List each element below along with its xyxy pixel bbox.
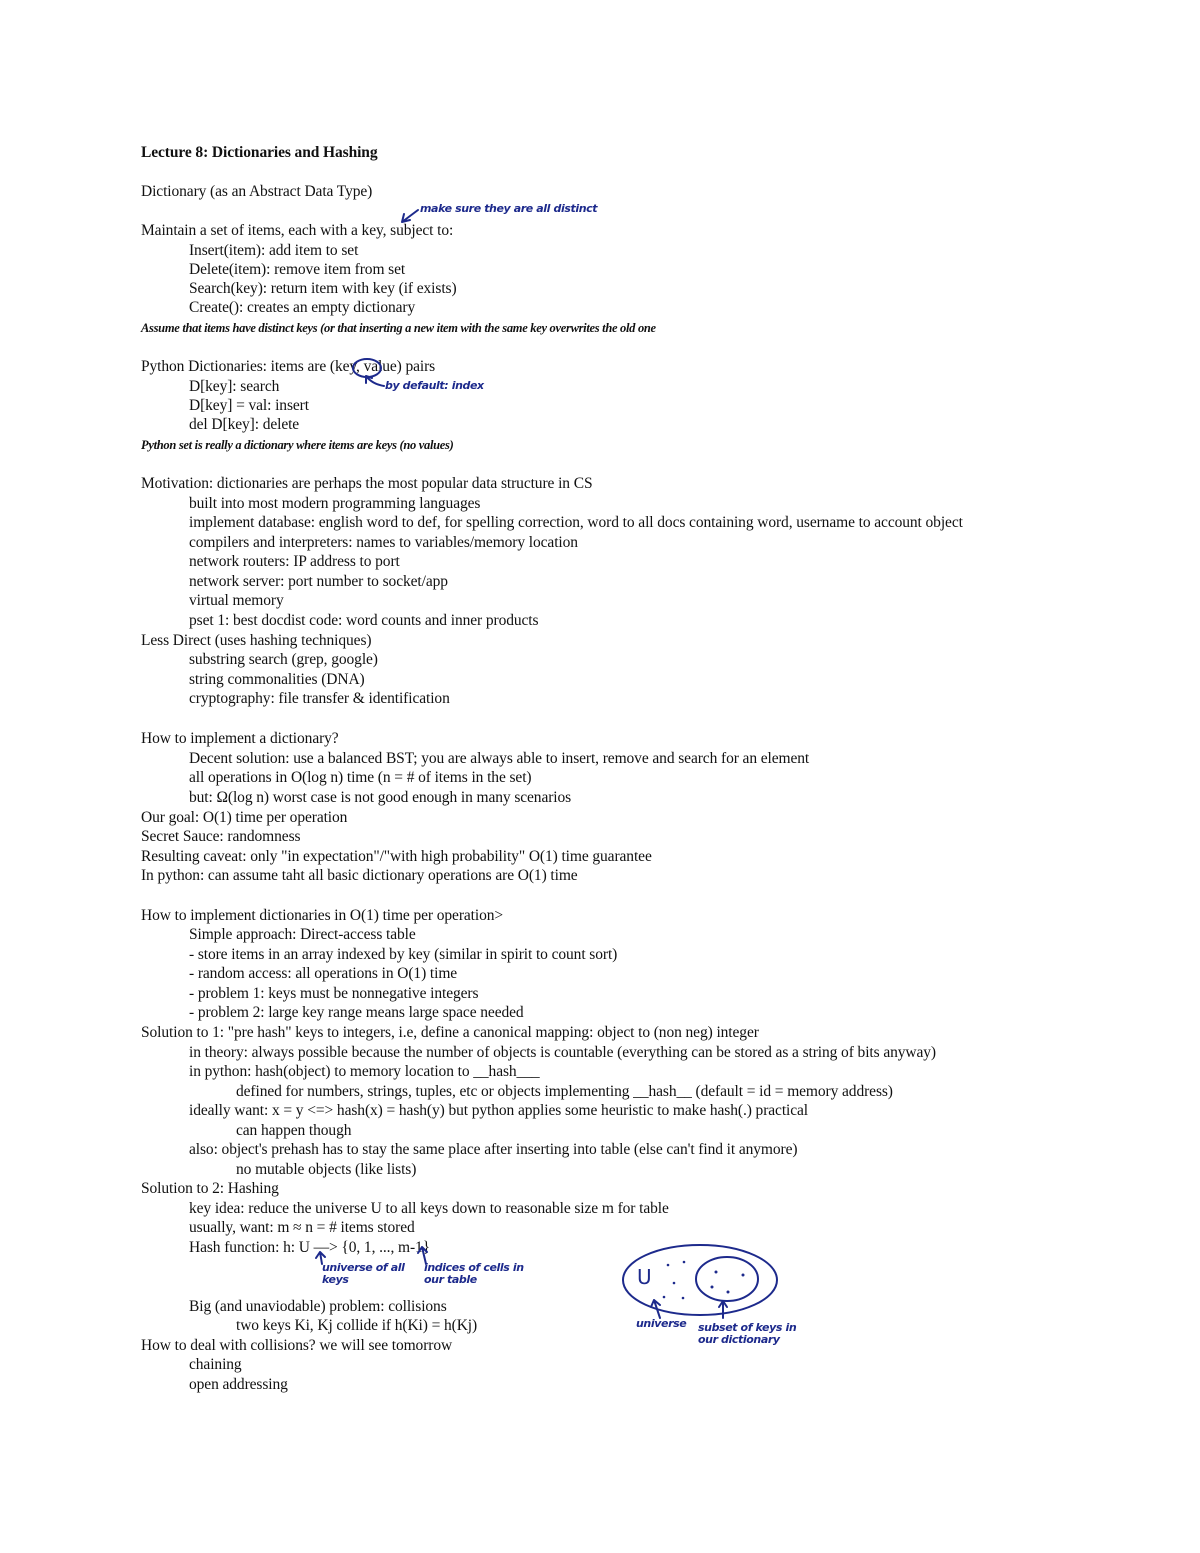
line-cryptography: cryptography: file transfer & identification (189, 690, 450, 707)
line-delete: Delete(item): remove item from set (189, 261, 406, 278)
dot (711, 1286, 714, 1289)
line-key-idea: key idea: reduce the universe U to all keys down to reasonable size m for table (189, 1200, 669, 1217)
line-solution-1: Solution to 1: "pre hash" keys to integers, i.e, define a canonical mapping: object to (non neg) integer (141, 1024, 759, 1041)
line-chaining: chaining (189, 1356, 242, 1373)
subset-ellipse (696, 1257, 758, 1301)
line-deal-collisions: How to deal with collisions? we will see tomorrow (141, 1337, 453, 1354)
line-compilers: compilers and interpreters: names to variables/memory location (189, 534, 578, 551)
dot (742, 1274, 745, 1277)
line-all-ops-log: all operations in O(log n) time (n = # of items in the set) (189, 769, 532, 786)
line-dictionary-adt: Dictionary (as an Abstract Data Type) (141, 183, 373, 200)
line-problem-1: - problem 1: keys must be nonnegative integers (189, 985, 479, 1002)
line-dkey-insert: D[key] = val: insert (189, 397, 309, 414)
line-big-problem: Big (and unaviodable) problem: collisions (189, 1298, 447, 1315)
line-built-into: built into most modern programming languages (189, 495, 481, 512)
line-open-addressing: open addressing (189, 1376, 288, 1393)
arrow-subset (719, 1301, 727, 1318)
line-python-set: Python set is really a dictionary where items are keys (no values) (141, 438, 454, 452)
line-virtual-memory: virtual memory (189, 592, 284, 609)
line-simple-approach: Simple approach: Direct-access table (189, 926, 416, 943)
handwritten-note-universe: universe of all keys (322, 1261, 405, 1286)
line-routers: network routers: IP address to port (189, 553, 400, 570)
line-decent-solution: Decent solution: use a balanced BST; you are always able to insert, remove and search for an element (189, 750, 810, 767)
dot (667, 1264, 670, 1267)
line-how-implement-o1: How to implement dictionaries in O(1) time per operation> (141, 907, 504, 924)
diagram-label-universe: universe (636, 1317, 687, 1330)
handwritten-note-indices: indices of cells in our table (424, 1261, 524, 1286)
line-insert: Insert(item): add item to set (189, 242, 359, 259)
line-search: Search(key): return item with key (if exists) (189, 280, 457, 297)
dot (673, 1282, 676, 1285)
line-pset1: pset 1: best docdist code: word counts and inner products (189, 612, 539, 629)
line-caveat: Resulting caveat: only "in expectation"/"with high probability" O(1) time guarantee (141, 848, 652, 865)
dot (683, 1261, 686, 1264)
line-two-keys: two keys Ki, Kj collide if h(Ki) = h(Kj) (236, 1317, 478, 1334)
line-in-python: In python: can assume taht all basic dictionary operations are O(1) time (141, 867, 578, 884)
line-less-direct: Less Direct (uses hashing techniques) (141, 632, 372, 649)
line-no-mutable: no mutable objects (like lists) (236, 1161, 417, 1178)
line-substring: substring search (grep, google) (189, 651, 378, 668)
line-store-items: - store items in an array indexed by key (similar in spirit to count sort) (189, 946, 618, 963)
line-del-dkey: del D[key]: delete (189, 416, 300, 433)
line-secret-sauce: Secret Sauce: randomness (141, 828, 301, 845)
line-hash-function: Hash function: h: U —> {0, 1, ..., m-1} (189, 1239, 431, 1256)
line-in-theory: in theory: always possible because the number of objects is countable (everything can be stored as a string of bits anyway) (189, 1044, 936, 1061)
line-in-python-hash: in python: hash(object) to memory location to __hash___ (189, 1063, 540, 1080)
line-string-commonalities: string commonalities (DNA) (189, 671, 365, 688)
line-how-implement: How to implement a dictionary? (141, 730, 339, 747)
line-implement-database: implement database: english word to def, for spelling correction, word to all docs containing word, username to account object (189, 514, 963, 531)
line-also-prehash: also: object's prehash has to stay the same place after inserting into table (else can't find it anymore) (189, 1141, 798, 1158)
line-create: Create(): creates an empty dictionary (189, 299, 416, 316)
dot (727, 1291, 730, 1294)
line-our-goal: Our goal: O(1) time per operation (141, 809, 348, 826)
line-omega-log: but: Ω(log n) worst case is not good enough in many scenarios (189, 789, 572, 806)
line-network-server: network server: port number to socket/app (189, 573, 448, 590)
line-random-access: - random access: all operations in O(1) time (189, 965, 458, 982)
dot (682, 1297, 685, 1300)
line-ideally-want: ideally want: x = y <=> hash(x) = hash(y) but python applies some heuristic to make hash(.) practical (189, 1102, 809, 1119)
diagram-label-subset: subset of keys in our dictionary (698, 1321, 797, 1346)
line-solution-2: Solution to 2: Hashing (141, 1180, 279, 1197)
line-maintain-set: Maintain a set of items, each with a key, subject to: (141, 222, 454, 239)
line-assume-distinct: Assume that items have distinct keys (or that inserting a new item with the same key overwrites the old one (141, 321, 656, 335)
line-problem-2: - problem 2: large key range means large space needed (189, 1004, 524, 1021)
line-motivation: Motivation: dictionaries are perhaps the most popular data structure in CS (141, 475, 593, 492)
page-title: Lecture 8: Dictionaries and Hashing (141, 144, 378, 161)
dot (715, 1271, 718, 1274)
line-can-happen: can happen though (236, 1122, 352, 1139)
line-python-dicts: Python Dictionaries: items are (key, value) pairs (141, 358, 436, 375)
handwritten-note-distinct: make sure they are all distinct (420, 202, 598, 215)
line-defined-for: defined for numbers, strings, tuples, etc or objects implementing __hash__ (default = id = memory address) (236, 1083, 893, 1100)
line-dkey-search: D[key]: search (189, 378, 280, 395)
dot (663, 1296, 666, 1299)
line-usually-want: usually, want: m ≈ n = # items stored (189, 1219, 415, 1236)
diagram-u-letter: U (637, 1265, 652, 1289)
handwritten-note-default-index: by default: index (385, 379, 484, 392)
